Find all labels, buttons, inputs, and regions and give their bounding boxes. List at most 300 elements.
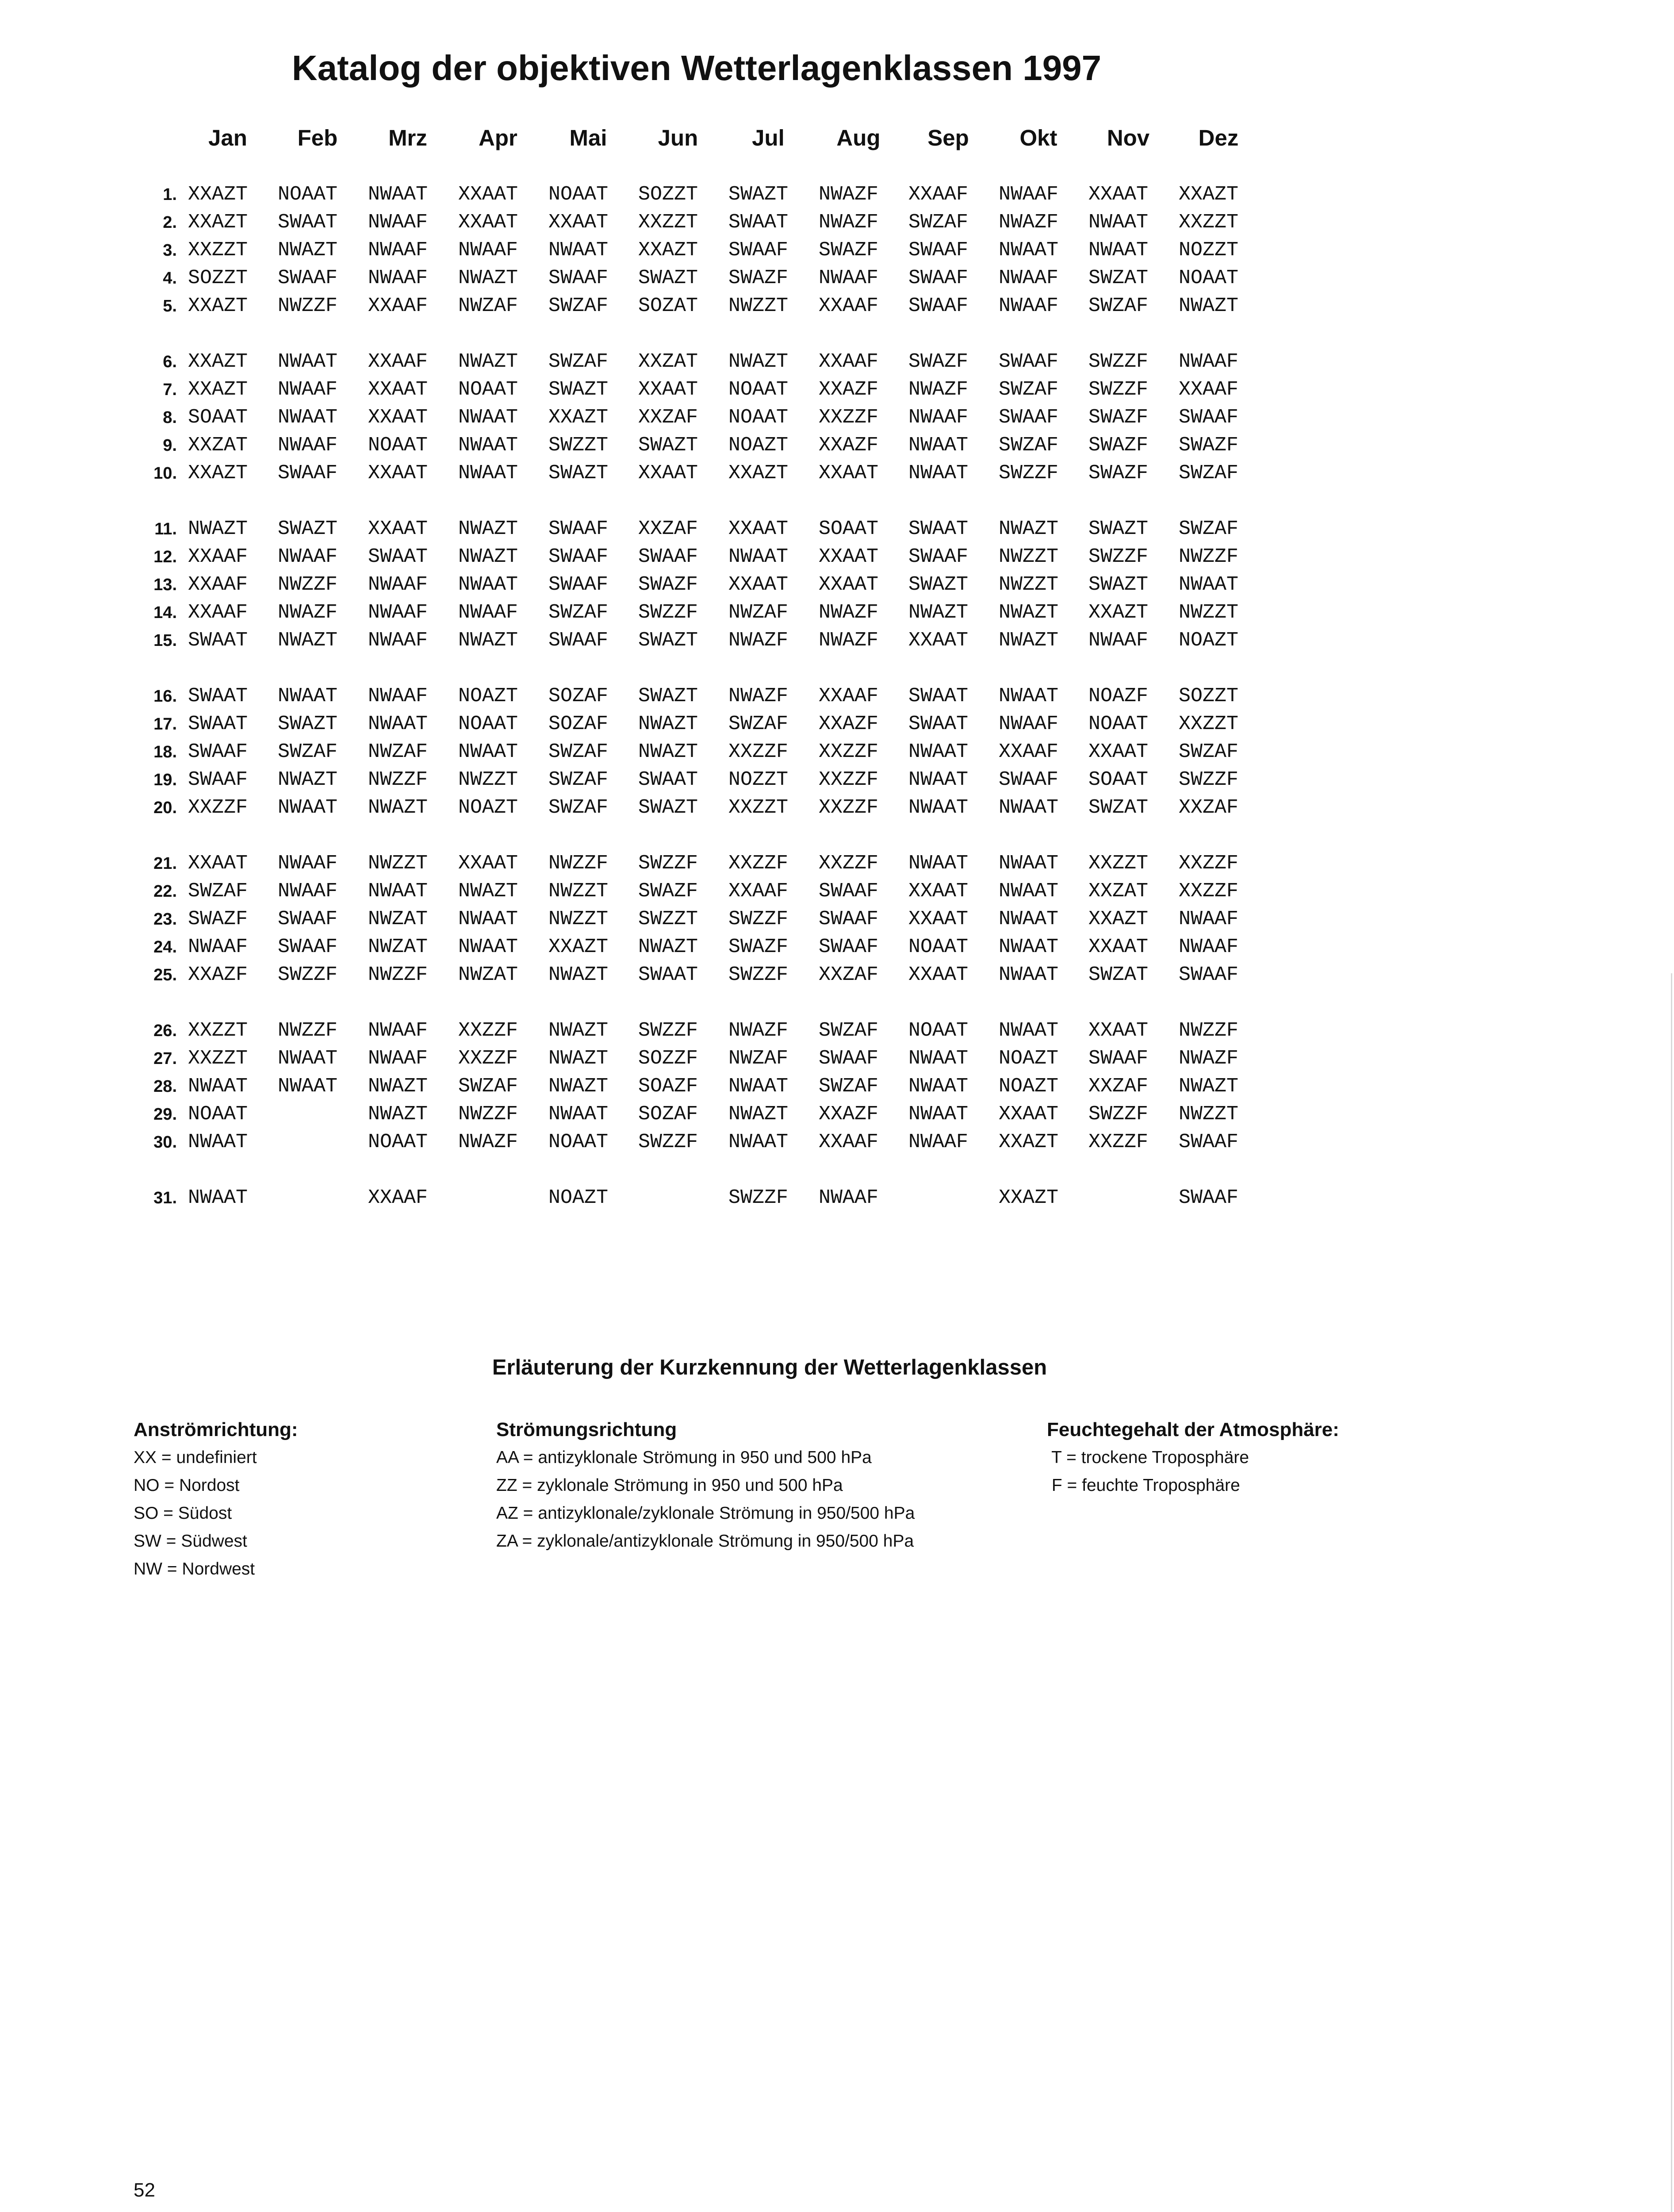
- month-header-sep: Sep: [927, 125, 969, 150]
- day-number: 12.: [153, 548, 177, 566]
- table-cell: NWAAT: [999, 685, 1059, 707]
- table-cell: SWZAF: [999, 378, 1059, 401]
- table-cell: SWZZF: [1088, 1103, 1149, 1125]
- month-header-apr: Apr: [479, 125, 517, 150]
- table-cell: SWZAT: [1088, 267, 1149, 289]
- table-cell: SWAZF: [1088, 406, 1149, 429]
- table-cell: NOAAT: [908, 1019, 969, 1042]
- table-cell: NWAAT: [908, 1075, 969, 1098]
- table-cell: NWAAT: [908, 1103, 969, 1125]
- day-number: 30.: [153, 1133, 177, 1152]
- table-cell: XXAAT: [638, 462, 698, 484]
- month-header-okt: Okt: [1019, 125, 1057, 150]
- table-cell: SWZZT: [548, 434, 609, 457]
- table-cell: NWAZF: [728, 629, 789, 652]
- table-cell: NWAAF: [819, 267, 879, 289]
- table-cell: SWAAT: [728, 211, 789, 234]
- table-cell: NWAAF: [278, 434, 338, 457]
- month-header-jan: Jan: [208, 125, 247, 150]
- table-cell: NWAAT: [999, 852, 1059, 875]
- table-cell: NWAAT: [1088, 239, 1149, 261]
- table-row: [0, 237, 1327, 264]
- table-cell: SWAAF: [1179, 964, 1239, 986]
- table-cell: XXAAF: [188, 545, 248, 568]
- table-cell: NWAAT: [548, 239, 609, 261]
- table-cell: NWAZF: [728, 1019, 789, 1042]
- table-cell: XXAAF: [368, 350, 428, 373]
- table-cell: SWAAF: [999, 768, 1059, 791]
- table-cell: SWAZT: [638, 685, 698, 707]
- table-cell: NWZZT: [458, 768, 518, 791]
- table-cell: XXAAF: [999, 741, 1059, 763]
- table-cell: NWAZF: [728, 685, 789, 707]
- table-cell: XXZZF: [819, 406, 879, 429]
- table-cell: NWAAF: [368, 1047, 428, 1070]
- table-cell: SWAAF: [819, 908, 879, 930]
- table-cell: XXAAF: [1179, 378, 1239, 401]
- table-row: [0, 1129, 1327, 1156]
- table-cell: XXZAF: [638, 406, 698, 429]
- legend-item: NO = Nordost: [134, 1476, 240, 1495]
- legend-item: XX = undefiniert: [134, 1448, 257, 1467]
- day-number: 26.: [153, 1022, 177, 1040]
- page-title: Katalog der objektiven Wetterlagenklassen 1997: [291, 48, 1102, 88]
- table-cell: NWZZF: [278, 573, 338, 596]
- table-cell: NWZAT: [368, 936, 428, 958]
- table-row: [0, 1101, 1327, 1128]
- table-cell: NOAAT: [458, 713, 518, 735]
- table-cell: NWAZF: [819, 629, 879, 652]
- table-row: [0, 1185, 1327, 1211]
- table-cell: NWAAT: [458, 573, 518, 596]
- table-cell: NOAZT: [728, 434, 789, 457]
- table-cell: NWAAT: [458, 462, 518, 484]
- weather-class-table: [0, 0, 1327, 1239]
- table-cell: SWAAF: [908, 545, 969, 568]
- table-cell: SWAAF: [1179, 406, 1239, 429]
- table-cell: SWZAT: [1088, 796, 1149, 819]
- table-cell: NWAAF: [1179, 908, 1239, 930]
- table-cell: NWAAT: [188, 1131, 248, 1153]
- table-cell: NWZAF: [728, 601, 789, 624]
- table-cell: XXAZT: [548, 406, 609, 429]
- day-number: 29.: [153, 1105, 177, 1124]
- table-cell: NWAZF: [1179, 1047, 1239, 1070]
- table-row: [0, 739, 1327, 765]
- table-cell: SWAZT: [638, 434, 698, 457]
- table-cell: SWZAF: [819, 1019, 879, 1042]
- table-cell: SWAAF: [908, 267, 969, 289]
- table-cell: NWAAT: [999, 880, 1059, 902]
- table-cell: NWZZT: [999, 573, 1059, 596]
- table-cell: NWZZT: [548, 880, 609, 902]
- table-cell: NWAZT: [368, 796, 428, 819]
- table-cell: SOAAT: [1088, 768, 1149, 791]
- table-row: [0, 1018, 1327, 1044]
- day-number: 2.: [163, 213, 177, 232]
- table-cell: NWAAF: [368, 267, 428, 289]
- table-cell: SWZAF: [1179, 462, 1239, 484]
- table-cell: NWZZF: [368, 964, 428, 986]
- table-cell: NWAAT: [999, 239, 1059, 261]
- table-cell: XXAZT: [188, 378, 248, 401]
- table-cell: XXAAF: [368, 1187, 428, 1209]
- table-row: [0, 265, 1327, 292]
- table-cell: SWAZF: [728, 267, 789, 289]
- table-cell: NWAAT: [278, 350, 338, 373]
- table-cell: NWAAT: [728, 1131, 789, 1153]
- table-cell: NWAZT: [638, 936, 698, 958]
- table-cell: NWAAT: [368, 713, 428, 735]
- table-cell: NOZZT: [1179, 239, 1239, 261]
- table-cell: NWAAF: [278, 880, 338, 902]
- day-number: 24.: [153, 938, 177, 956]
- legend-item: AA = antizyklonale Strömung in 950 und 500 hPa: [496, 1448, 872, 1467]
- table-cell: NWAAF: [188, 936, 248, 958]
- table-cell: NWAAF: [999, 295, 1059, 317]
- table-cell: NWAAF: [368, 629, 428, 652]
- table-cell: SWAAF: [638, 545, 698, 568]
- table-cell: NWZZT: [1179, 601, 1239, 624]
- table-cell: SWZZF: [728, 1187, 789, 1209]
- table-cell: NWAAF: [999, 713, 1059, 735]
- table-cell: SWZZF: [638, 601, 698, 624]
- table-cell: XXAAT: [458, 183, 518, 206]
- table-cell: SWAAF: [1179, 1131, 1239, 1153]
- table-cell: NWAAF: [278, 852, 338, 875]
- table-cell: XXAAT: [908, 629, 969, 652]
- table-cell: SWAZF: [1088, 462, 1149, 484]
- table-cell: SOZAF: [638, 1103, 698, 1125]
- table-cell: NWAAT: [908, 434, 969, 457]
- table-cell: SWZZF: [728, 908, 789, 930]
- table-cell: NWAAT: [1179, 573, 1239, 596]
- table-cell: SWAAF: [999, 406, 1059, 429]
- table-cell: SWAAF: [548, 629, 609, 652]
- table-cell: XXZZT: [1179, 713, 1239, 735]
- table-row: [0, 906, 1327, 933]
- table-cell: SWAZF: [728, 936, 789, 958]
- table-cell: SWAAT: [908, 518, 969, 540]
- legend-item: T = trockene Troposphäre: [1047, 1448, 1249, 1467]
- day-number: 28.: [153, 1077, 177, 1096]
- table-cell: XXAZT: [188, 183, 248, 206]
- day-number: 31.: [153, 1189, 177, 1207]
- table-row: [0, 599, 1327, 626]
- table-cell: NWAAT: [728, 545, 789, 568]
- table-cell: SWZAF: [548, 796, 609, 819]
- table-cell: SWAAF: [1179, 1187, 1239, 1209]
- month-header-aug: Aug: [836, 125, 881, 150]
- table-cell: SWZZF: [278, 964, 338, 986]
- table-cell: NWAAF: [819, 1187, 879, 1209]
- table-cell: SWAAF: [908, 295, 969, 317]
- table-cell: SWZAF: [548, 350, 609, 373]
- day-number: 1.: [163, 185, 177, 204]
- table-cell: SWZAF: [1179, 741, 1239, 763]
- table-cell: SWAZF: [819, 239, 879, 261]
- table-cell: NWZZF: [368, 768, 428, 791]
- table-cell: NWAZT: [548, 1019, 609, 1042]
- table-cell: NWZAF: [368, 741, 428, 763]
- table-cell: SWAZF: [908, 350, 969, 373]
- day-number: 8.: [163, 408, 177, 427]
- table-cell: SWAAF: [188, 768, 248, 791]
- table-cell: NWAAT: [458, 434, 518, 457]
- table-cell: XXAZT: [188, 350, 248, 373]
- table-cell: SOAZF: [638, 1075, 698, 1098]
- table-cell: NWAAT: [278, 406, 338, 429]
- table-cell: NWAAT: [908, 768, 969, 791]
- day-number: 15.: [153, 631, 177, 650]
- table-cell: SWZZF: [1088, 350, 1149, 373]
- table-cell: SWAAF: [548, 573, 609, 596]
- table-row: [0, 711, 1327, 737]
- table-cell: NOAAT: [908, 936, 969, 958]
- table-cell: NWZAT: [458, 964, 518, 986]
- legend-heading: Anströmrichtung:: [134, 1419, 298, 1440]
- table-cell: SWAZF: [1088, 434, 1149, 457]
- table-cell: XXAAF: [728, 880, 789, 902]
- table-cell: XXAZF: [188, 964, 248, 986]
- table-cell: XXZZF: [458, 1019, 518, 1042]
- table-cell: NWAAT: [458, 908, 518, 930]
- table-cell: XXAAT: [1088, 741, 1149, 763]
- day-number: 14.: [153, 603, 177, 622]
- table-cell: SWAZF: [638, 880, 698, 902]
- legend-item: SW = Südwest: [134, 1532, 247, 1551]
- table-cell: NWZAT: [368, 908, 428, 930]
- table-cell: XXAZT: [638, 239, 698, 261]
- table-cell: SWZZF: [1088, 545, 1149, 568]
- table-cell: NOAZT: [1179, 629, 1239, 652]
- table-cell: NWAZT: [278, 768, 338, 791]
- table-cell: XXZAF: [819, 964, 879, 986]
- table-cell: SWAAF: [278, 936, 338, 958]
- table-cell: SWAAT: [368, 545, 428, 568]
- month-header-mai: Mai: [569, 125, 607, 150]
- table-cell: SWZZT: [638, 908, 698, 930]
- table-cell: SWAAF: [819, 880, 879, 902]
- table-cell: XXAAT: [728, 518, 789, 540]
- table-cell: NWZZT: [999, 545, 1059, 568]
- day-number: 20.: [153, 799, 177, 817]
- table-cell: SWAZT: [278, 518, 338, 540]
- table-cell: NOAZT: [999, 1075, 1059, 1098]
- table-row: [0, 349, 1327, 375]
- table-cell: NWAAF: [999, 183, 1059, 206]
- page-number: 52: [134, 2179, 155, 2201]
- table-row: [0, 404, 1327, 431]
- table-cell: SWAAT: [188, 685, 248, 707]
- table-cell: SWAAF: [278, 462, 338, 484]
- table-cell: XXZZF: [819, 796, 879, 819]
- table-cell: SWAAF: [548, 545, 609, 568]
- table-cell: SWZAF: [1179, 518, 1239, 540]
- table-cell: NWAAT: [458, 406, 518, 429]
- table-cell: SOZAF: [548, 685, 609, 707]
- table-cell: XXZZT: [188, 239, 248, 261]
- table-cell: XXAZT: [999, 1187, 1059, 1209]
- table-cell: XXZZF: [728, 852, 789, 875]
- table-cell: NWAZT: [999, 518, 1059, 540]
- table-row: [0, 795, 1327, 821]
- table-cell: SWAZF: [188, 908, 248, 930]
- table-row: [0, 627, 1327, 654]
- table-cell: SWAZT: [638, 267, 698, 289]
- table-cell: NOAAT: [728, 406, 789, 429]
- day-number: 4.: [163, 269, 177, 288]
- table-cell: NWAZT: [999, 629, 1059, 652]
- table-cell: SWZAF: [728, 713, 789, 735]
- table-cell: XXAAT: [458, 211, 518, 234]
- table-cell: NWAAF: [368, 573, 428, 596]
- table-cell: SWAZT: [548, 462, 609, 484]
- table-row: [0, 181, 1327, 208]
- table-cell: NWAAT: [908, 796, 969, 819]
- table-cell: XXAZF: [819, 1103, 879, 1125]
- table-cell: SWAAT: [908, 713, 969, 735]
- table-cell: NOAAT: [368, 1131, 428, 1153]
- table-cell: NWAAT: [728, 1075, 789, 1098]
- table-cell: XXZZT: [1088, 852, 1149, 875]
- table-cell: NWAAT: [908, 741, 969, 763]
- table-cell: XXAZT: [1179, 183, 1239, 206]
- table-cell: XXAZT: [999, 1131, 1059, 1153]
- day-number: 22.: [153, 882, 177, 901]
- table-cell: NWZZT: [728, 295, 789, 317]
- table-cell: XXAZF: [819, 713, 879, 735]
- table-cell: NWAZT: [368, 1103, 428, 1125]
- table-cell: NWAAF: [368, 685, 428, 707]
- table-cell: SWZAF: [548, 768, 609, 791]
- table-cell: NWAAT: [908, 852, 969, 875]
- table-cell: SOAAT: [819, 518, 879, 540]
- table-cell: XXZZF: [819, 768, 879, 791]
- table-cell: SWAAF: [819, 936, 879, 958]
- table-cell: NWAAF: [368, 211, 428, 234]
- table-cell: NWAZT: [728, 350, 789, 373]
- table-cell: SWAZT: [908, 573, 969, 596]
- table-cell: NWAAF: [278, 545, 338, 568]
- table-row: [0, 572, 1327, 598]
- table-cell: NOAZT: [999, 1047, 1059, 1070]
- day-number: 17.: [153, 715, 177, 733]
- table-cell: NWAZF: [278, 601, 338, 624]
- day-number: 19.: [153, 771, 177, 789]
- table-cell: SWZAF: [278, 741, 338, 763]
- table-cell: NWAZT: [458, 545, 518, 568]
- table-row: [0, 1073, 1327, 1100]
- table-cell: NWAAT: [458, 936, 518, 958]
- table-row: [0, 432, 1327, 459]
- table-cell: XXZZF: [819, 741, 879, 763]
- table-cell: NWAZT: [638, 713, 698, 735]
- table-cell: XXAAF: [368, 295, 428, 317]
- table-cell: XXAZT: [548, 936, 609, 958]
- table-cell: XXZZT: [638, 211, 698, 234]
- table-cell: NOAAT: [1088, 713, 1149, 735]
- table-row: [0, 209, 1327, 236]
- table-cell: NWAZT: [458, 518, 518, 540]
- table-row: [0, 850, 1327, 877]
- table-cell: SOZZT: [1179, 685, 1239, 707]
- table-cell: NWAAT: [999, 908, 1059, 930]
- table-cell: SWAAF: [999, 350, 1059, 373]
- table-cell: NOAAT: [458, 378, 518, 401]
- table-cell: XXZZF: [728, 741, 789, 763]
- table-cell: XXZZT: [1179, 211, 1239, 234]
- table-cell: SWZZF: [638, 1131, 698, 1153]
- table-cell: NWZAF: [458, 295, 518, 317]
- table-cell: SOZZF: [638, 1047, 698, 1070]
- table-cell: XXZZF: [188, 796, 248, 819]
- day-number: 21.: [153, 854, 177, 873]
- table-cell: SWZAF: [458, 1075, 518, 1098]
- table-cell: NWAZT: [368, 1075, 428, 1098]
- table-cell: NWAAF: [368, 601, 428, 624]
- table-cell: SWAZT: [548, 378, 609, 401]
- table-cell: SWAAT: [638, 768, 698, 791]
- legend-item: ZA = zyklonale/antizyklonale Strömung in 950/500 hPa: [496, 1532, 914, 1551]
- table-cell: SWAAT: [638, 964, 698, 986]
- table-cell: NWAAF: [278, 378, 338, 401]
- table-cell: NOAAT: [548, 1131, 609, 1153]
- table-cell: NWAAF: [1088, 629, 1149, 652]
- table-cell: SOAAT: [188, 406, 248, 429]
- table-cell: SWZAF: [908, 211, 969, 234]
- table-cell: SOZAT: [638, 295, 698, 317]
- table-cell: NOAAT: [548, 183, 609, 206]
- table-cell: NWAAT: [999, 964, 1059, 986]
- table-cell: NWAAT: [908, 462, 969, 484]
- table-cell: XXAAT: [368, 462, 428, 484]
- table-cell: NWAZT: [458, 267, 518, 289]
- table-cell: NWZZF: [1179, 1019, 1239, 1042]
- table-cell: NOAAT: [278, 183, 338, 206]
- table-cell: SWAAF: [1088, 1047, 1149, 1070]
- table-cell: SWAAT: [908, 685, 969, 707]
- table-cell: NOAAT: [188, 1103, 248, 1125]
- table-row: [0, 460, 1327, 487]
- table-cell: SWZAF: [999, 434, 1059, 457]
- day-number: 23.: [153, 910, 177, 929]
- table-cell: SWZAT: [1088, 964, 1149, 986]
- table-cell: XXAAF: [819, 1131, 879, 1153]
- table-cell: NWAAF: [908, 406, 969, 429]
- day-number: 9.: [163, 436, 177, 455]
- table-cell: XXAAF: [188, 573, 248, 596]
- legend-column-anstroemrichtung: [134, 1416, 298, 1583]
- table-cell: NWAZT: [458, 629, 518, 652]
- table-cell: NWAZF: [819, 183, 879, 206]
- table-row: [0, 683, 1327, 710]
- table-cell: XXZAT: [188, 434, 248, 457]
- month-header-mrz: Mrz: [388, 125, 427, 150]
- table-cell: SWZZF: [999, 462, 1059, 484]
- table-cell: XXAZF: [819, 434, 879, 457]
- day-number: 13.: [153, 576, 177, 594]
- table-cell: SWAAT: [278, 211, 338, 234]
- table-cell: XXZZF: [819, 852, 879, 875]
- table-cell: NWAAT: [548, 1103, 609, 1125]
- month-header-jul: Jul: [752, 125, 785, 150]
- table-cell: XXAAT: [819, 573, 879, 596]
- table-cell: XXAAT: [368, 518, 428, 540]
- table-cell: NWAAT: [188, 1075, 248, 1098]
- scan-edge-line: [1671, 973, 1672, 2212]
- table-cell: NWZZT: [368, 852, 428, 875]
